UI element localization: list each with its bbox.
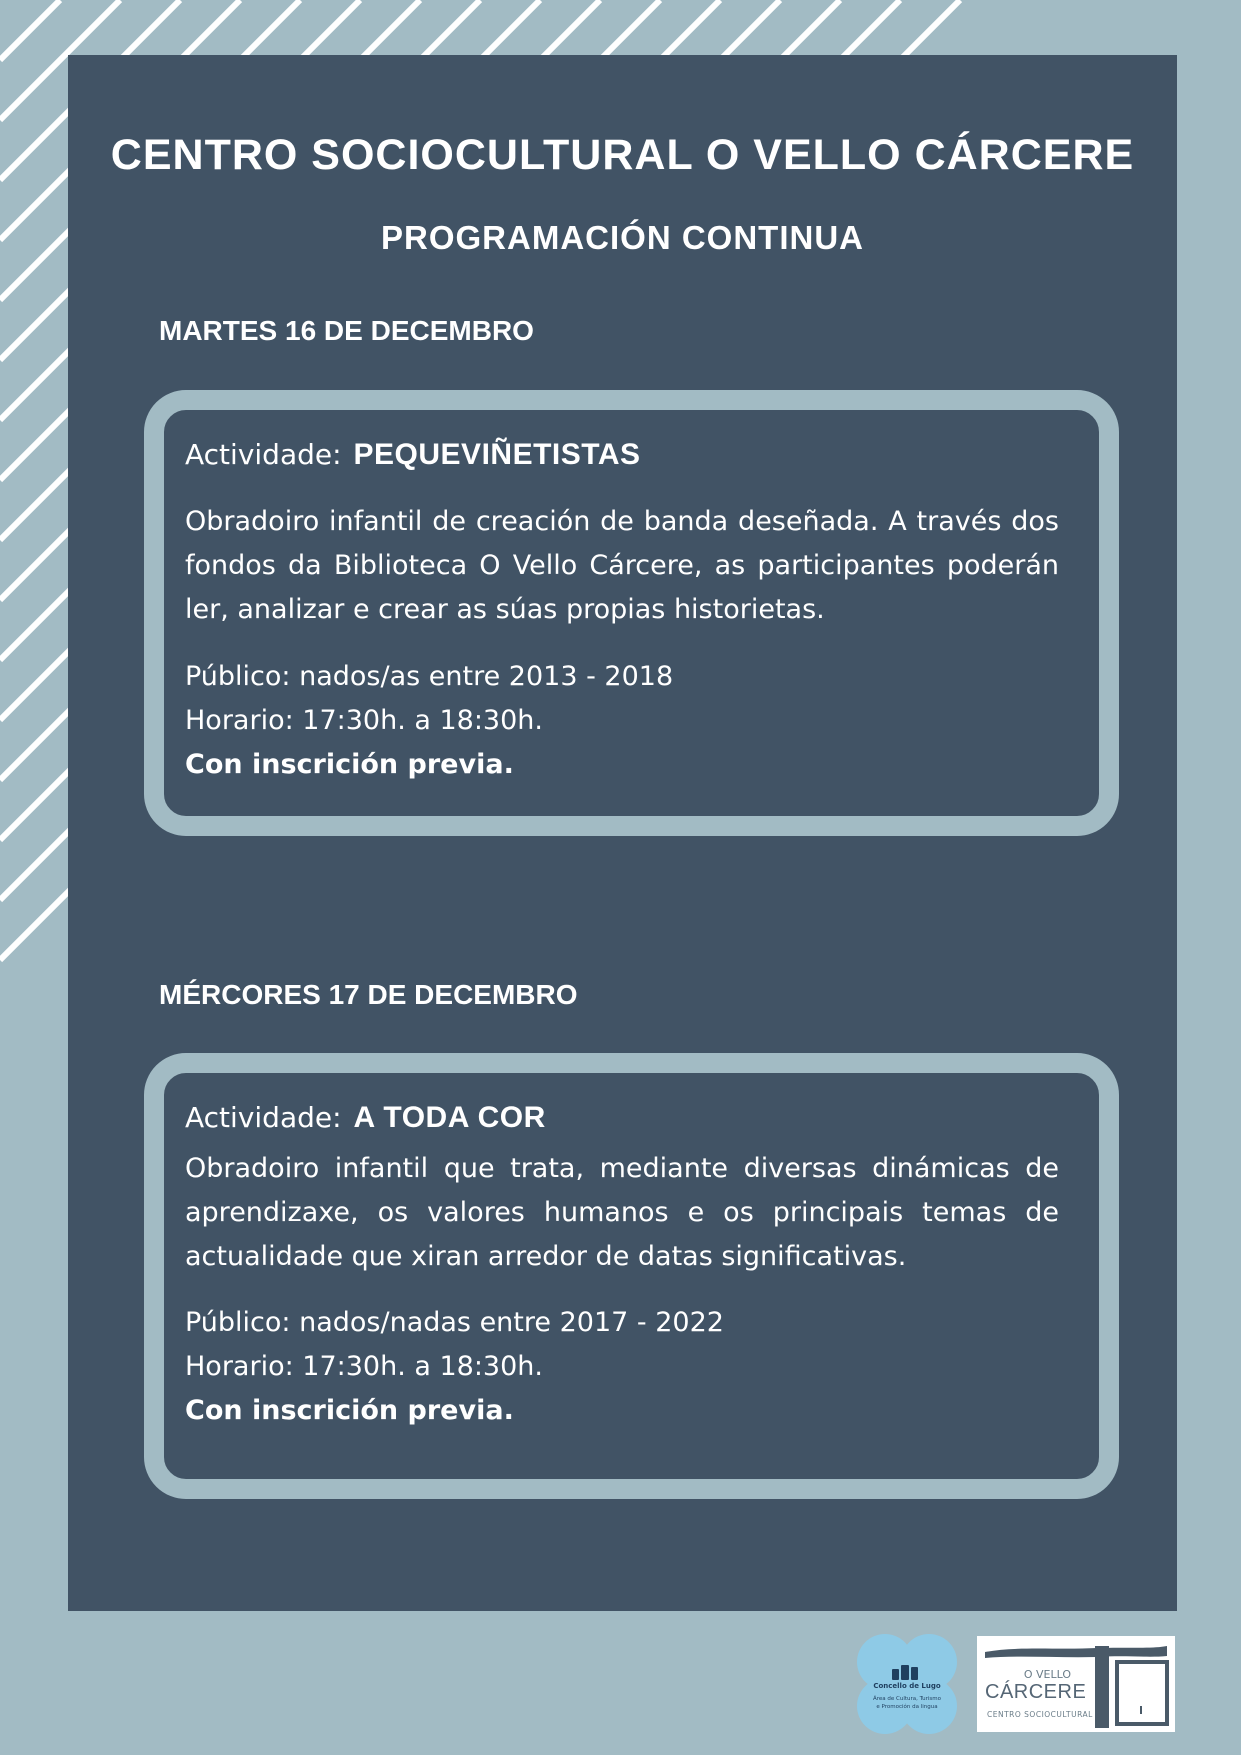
event-day-heading: MÉRCORES 17 DE DECEMBRO xyxy=(159,979,578,1010)
activity-description: Obradoiro infantil de creación de banda deseñada. A través dos fondos da Biblioteca O Vello Cárcere, as participantes poderán ler, analizar e crear as súas propias historietas. xyxy=(185,506,1059,625)
concello-lugo-logo xyxy=(857,1634,957,1734)
event-card xyxy=(144,390,1119,836)
schedule-text: Horario: 17:30h. a 18:30h. xyxy=(185,1351,543,1382)
activity-details xyxy=(185,1301,724,1433)
event-card xyxy=(144,1053,1119,1499)
audience-text: Público: nados/nadas entre 2017 - 2022 xyxy=(185,1307,724,1338)
concello-name: Concello de Lugo xyxy=(873,1682,941,1690)
concello-line1: Área de Cultura, Turismo xyxy=(872,1696,942,1702)
carcere-top-text: O VELLO xyxy=(1023,1668,1071,1681)
activity-line xyxy=(185,1101,546,1135)
activity-details xyxy=(185,655,673,787)
schedule-text: Horario: 17:30h. a 18:30h. xyxy=(185,705,543,736)
activity-line xyxy=(185,438,641,472)
concello-line2: e Promoción da lingua xyxy=(876,1704,938,1710)
activity-description: Obradoiro infantil que trata, mediante diversas dinámicas de aprendizaxe, os valores humanos e os principais temas de actualidade que xiran arredor de datas significativas. xyxy=(185,1153,1059,1272)
activity-name: PEQUEVIÑETISTAS xyxy=(353,438,641,471)
carcere-main-text: CÁRCERE xyxy=(985,1681,1087,1703)
activity-name: A TODA COR xyxy=(353,1101,546,1134)
page-subtitle: PROGRAMACIÓN CONTINUA xyxy=(381,219,864,256)
event-day-heading: MARTES 16 DE DECEMBRO xyxy=(159,315,534,346)
page-title: CENTRO SOCIOCULTURAL O VELLO CÁRCERE xyxy=(110,131,1135,179)
audience-text: Público: nados/as entre 2013 - 2018 xyxy=(185,661,674,692)
activity-label: Actividade: xyxy=(185,1101,342,1134)
program-panel xyxy=(68,55,1177,1611)
carcere-sub-text: CENTRO SOCIOCULTURAL xyxy=(987,1710,1093,1719)
registration-text: Con inscrición previa. xyxy=(185,749,514,780)
activity-label: Actividade: xyxy=(185,438,342,471)
vello-carcere-logo xyxy=(977,1636,1175,1732)
registration-text: Con inscrición previa. xyxy=(185,1395,514,1426)
